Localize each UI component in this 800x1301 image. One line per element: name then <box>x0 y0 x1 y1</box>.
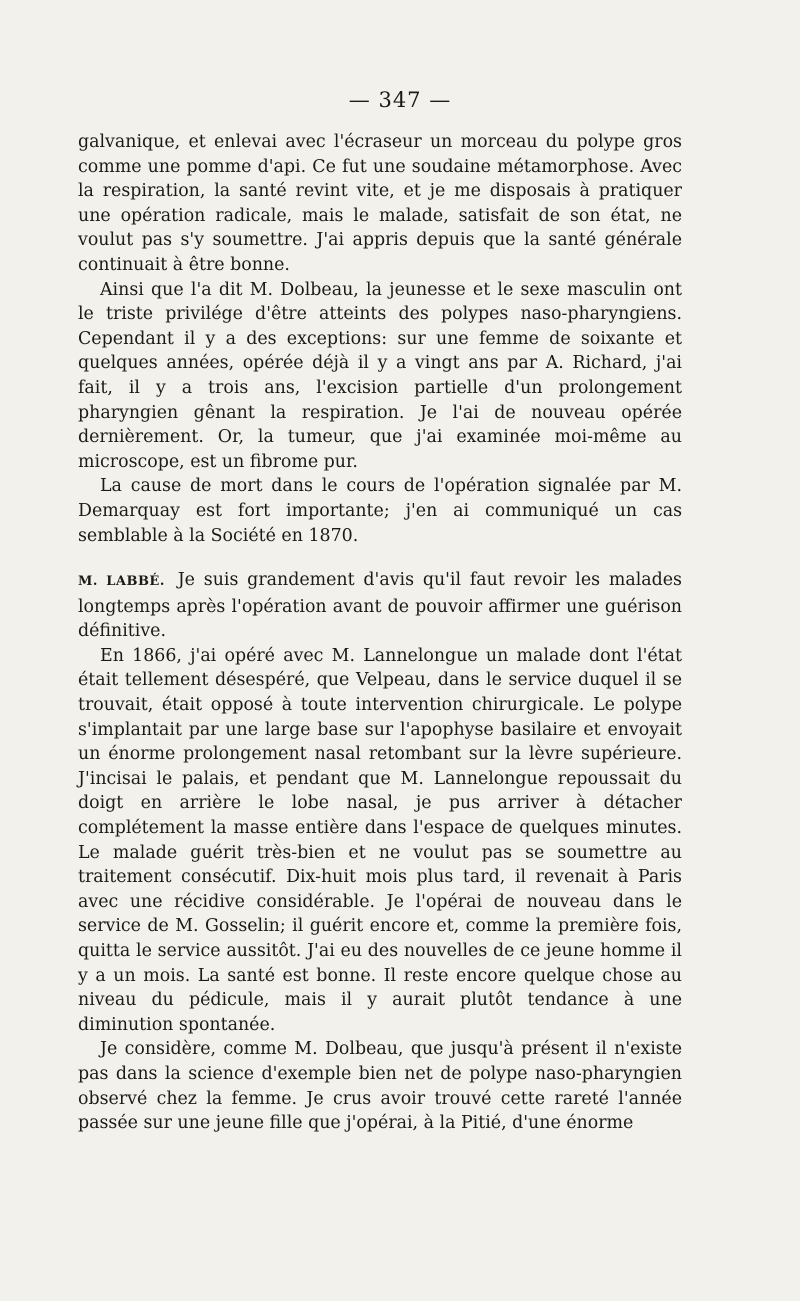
paragraph-5: Je considère, comme M. Dolbeau, que jusqu'à présent il n'existe pas dans la science d'exemple bien net de polype naso-pharyngien observé chez la femme. Je crus avoir trouvé cette rareté l'année passée sur une jeune fille que j'opérai, à la Pitié, d'une énorme <box>78 1039 682 1134</box>
speaker-text: Je suis grandement d'avis qu'il faut revoir les malades longtemps après l'opération avant de pouvoir affirmer une guérison définitive. <box>78 570 682 642</box>
speaker-name: M. LABBÉ. <box>78 574 165 590</box>
speaker-paragraph <box>78 568 682 644</box>
page-number: — 347 — <box>348 88 452 112</box>
paragraph-2: Ainsi que l'a dit M. Dolbeau, la jeunesse et le sexe masculin ont le triste privilége d'être atteints des polypes naso-pharyngiens. Cependant il y a des exceptions: sur une femme de soixante et quelques années, opérée déjà il y a vingt ans par A. Richard, j'ai fait, il y a trois ans, l'excision partielle d'un prolongement pharyngien gênant la respiration. Je l'ai de nouveau opérée dernièrement. Or, la tumeur, que j'ai examinée moi-même au microscope, est un fibrome pur. <box>78 279 682 472</box>
paragraph-1: galvanique, et enlevai avec l'écraseur un morceau du polype gros comme une pomme d'api. Ce fut une soudaine métamorphose. Avec la respiration, la santé revint vite, et je me disposais à pratiquer une opération radicale, mais le malade, satisfait de son état, ne voulut pas s'y soumettre. J'ai appris depuis que la santé générale continuait à être bonne. <box>78 132 682 275</box>
paragraph-4: En 1866, j'ai opéré avec M. Lannelongue un malade dont l'état était tellement désespéré, que Velpeau, dans le service duquel il se trouvait, était opposé à toute intervention chirurgicale. Le polype s'implantait par une large base sur l'apophyse basilaire et envoyait un énorme prolongement nasal retombant sur la lèvre supérieure. J'incisai le palais, et pendant que M. Lannelongue repoussait du doigt en arrière le lobe nasal, je pus arriver à détacher complétement la masse entière dans l'espace de quelques minutes. Le malade guérit très-bien et ne voulut pas se soumettre au traitement consécutif. Dix-huit mois plus tard, il revenait à Paris avec une récidive considérable. Je l'opérai de nouveau dans le service de M. Gosselin; il guérit encore et, comme la première fois, quitta le service aussitôt. J'ai eu des nouvelles de ce jeune homme il y a un mois. La santé est bonne. Il reste encore quelque chose au niveau du pédicule, mais il y aurait plutôt tendance à une diminution spontanée. <box>78 645 682 1035</box>
body-text <box>78 130 682 1136</box>
paragraph-3: La cause de mort dans le cours de l'opération signalée par M. Demarquay est fort importante; j'en ai communiqué un cas semblable à la Société en 1870. <box>78 476 682 546</box>
